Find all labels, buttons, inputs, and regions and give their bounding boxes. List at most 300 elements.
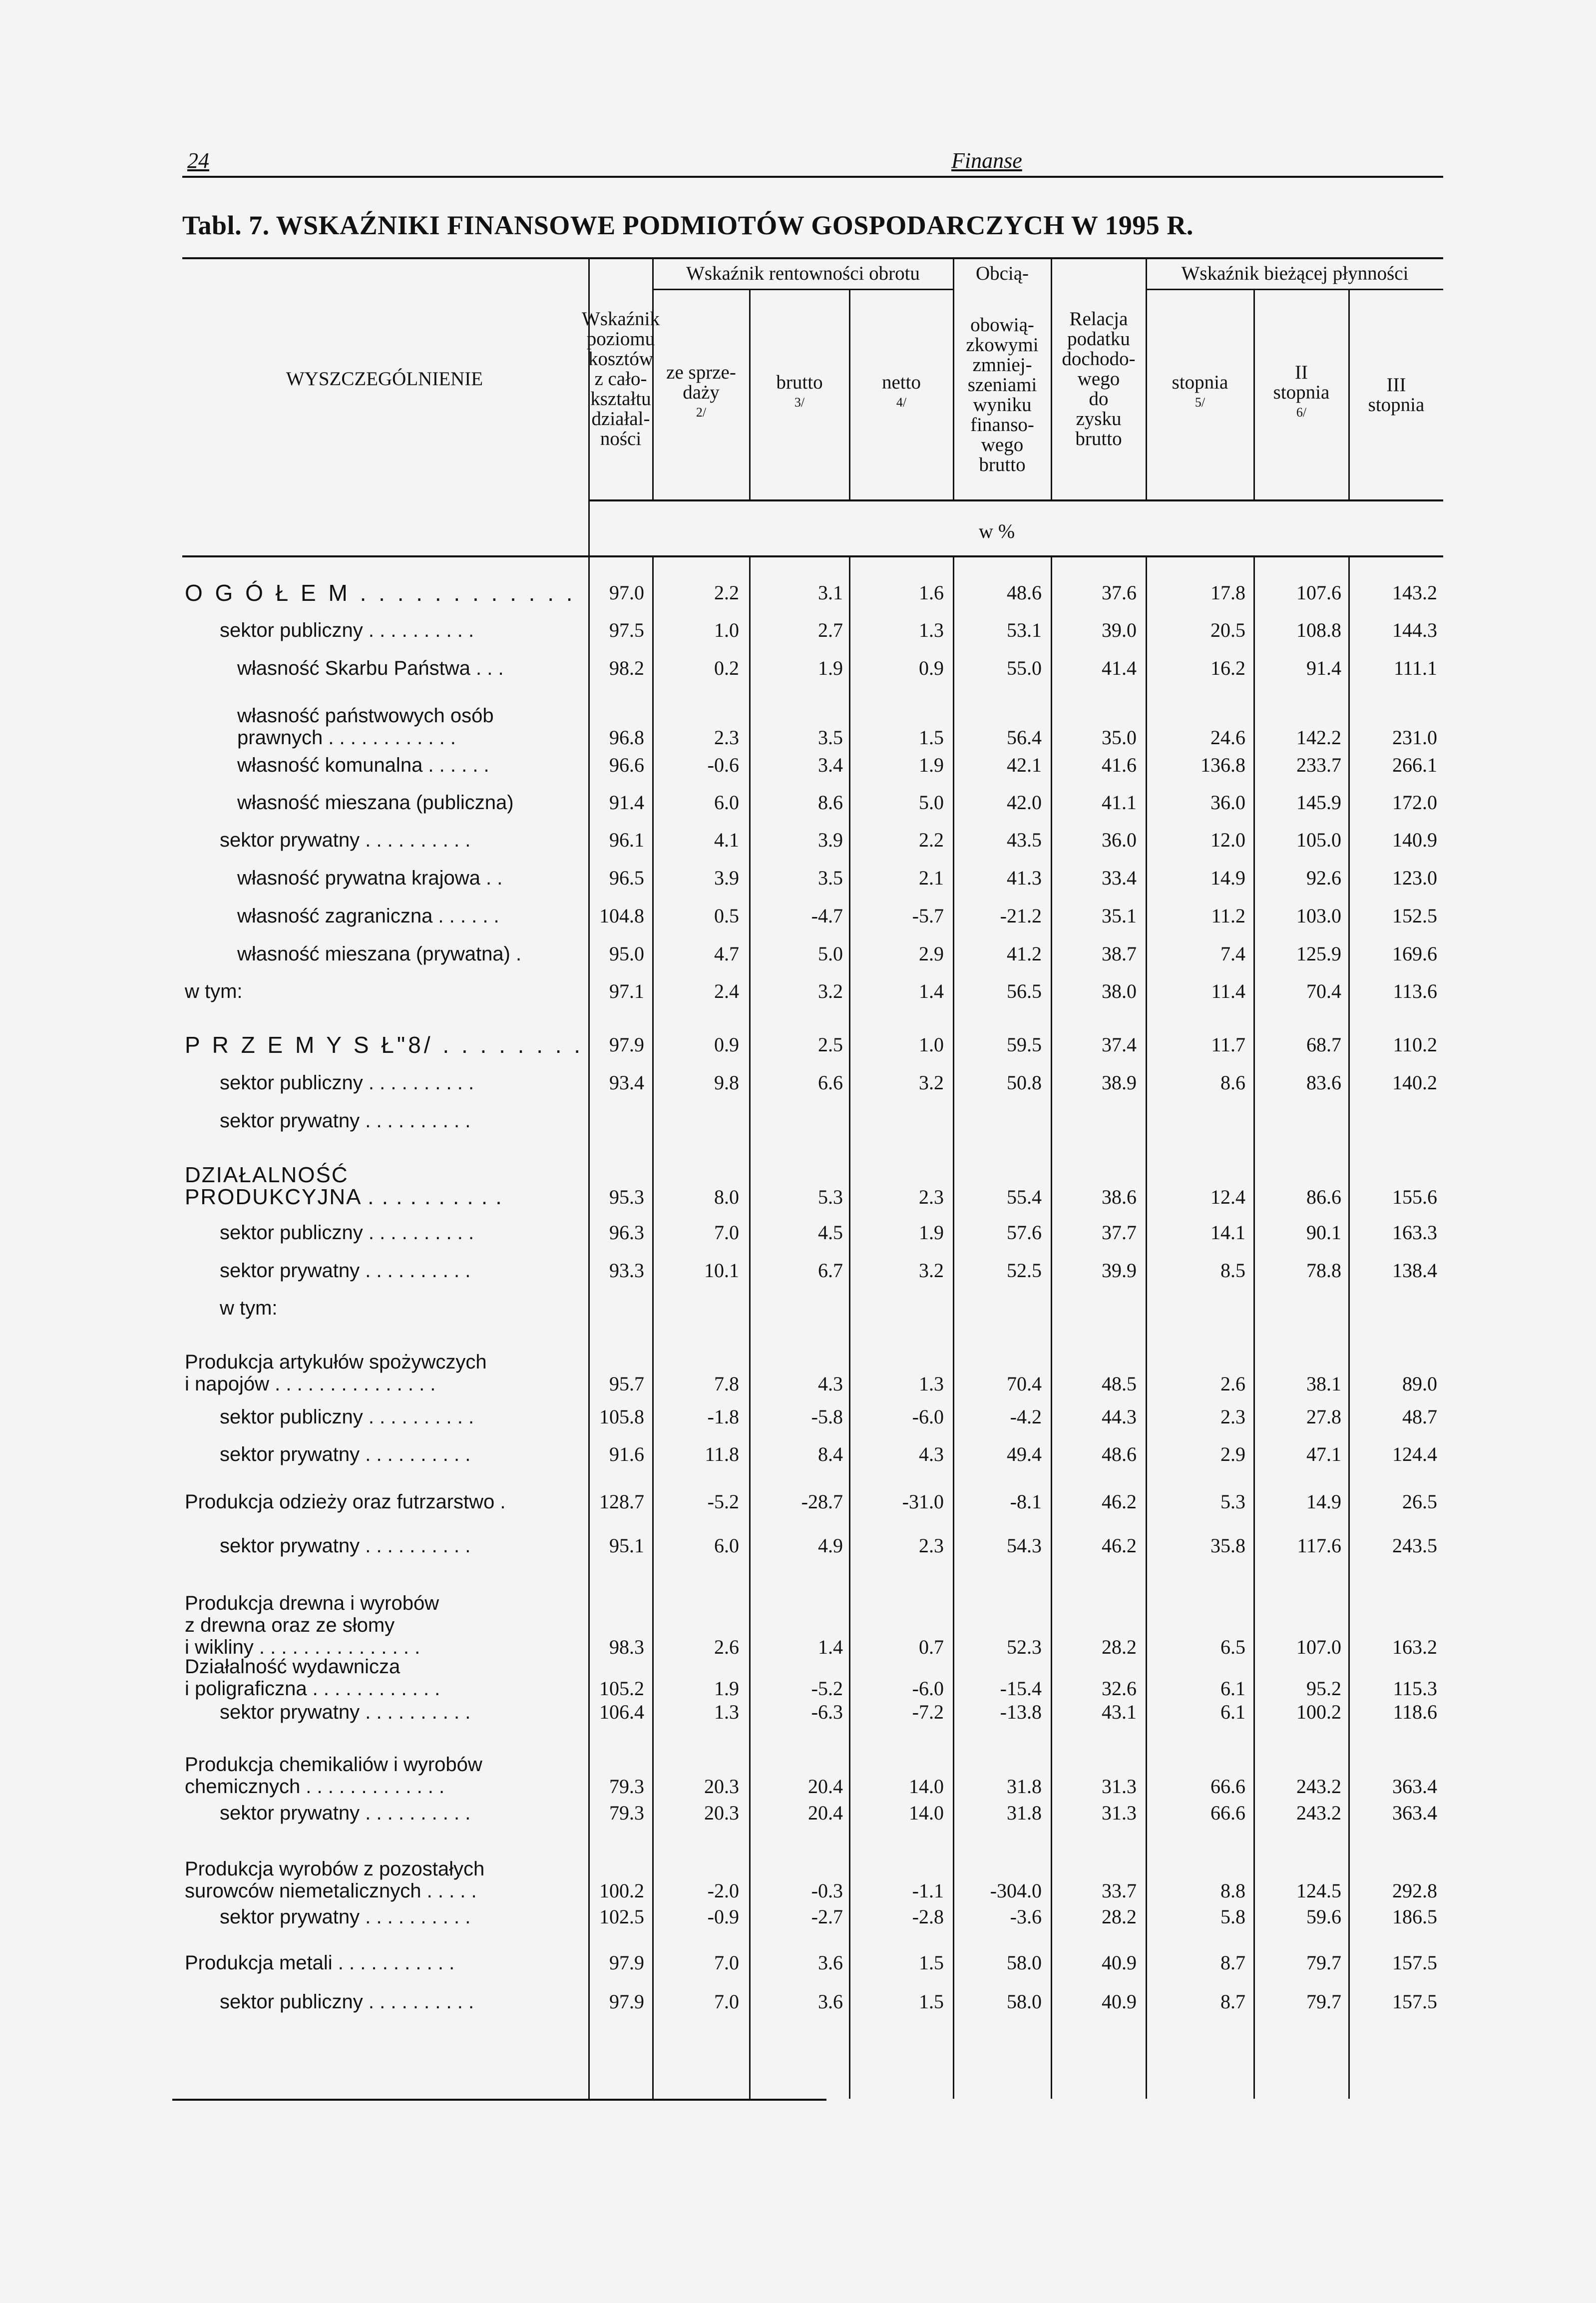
table-cell: 6.0 [714,791,739,814]
table-cell: 8.7 [1220,1990,1245,2013]
table-cell: 142.2 [1296,726,1341,749]
table-cell: 91.6 [609,1443,644,1465]
table-cell: 28.2 [1102,1905,1137,1928]
table-cell: 102.5 [599,1905,644,1928]
table-cell: 105.0 [1296,829,1341,851]
table-cell: 42.0 [1007,791,1042,814]
header-relation-line: do [1089,388,1109,410]
row-label: własność prywatna krajowa . . [237,867,503,889]
table-cell: 3.5 [818,867,843,889]
row-label: P R Z E M Y S Ł"8/ . . . . . . . . [185,1032,584,1058]
table-cell: 243.2 [1296,1802,1341,1824]
table-cell: 95.2 [1306,1677,1341,1700]
header-relation-line: dochodo- [1062,348,1136,370]
footnote-mark: 4/ [896,395,907,410]
table-cell: 2.3 [919,1186,944,1208]
table-cell: 2.1 [919,867,944,889]
table-cell: 11.4 [1211,980,1245,1002]
table-cell: 91.4 [1306,657,1341,679]
table-cell: 66.6 [1210,1775,1245,1798]
table-cell: 17.8 [1210,581,1245,604]
row-label: sektor publiczny . . . . . . . . . . [220,619,474,641]
table-cell: 3.9 [818,829,843,851]
table-cell: 55.4 [1007,1186,1042,1208]
row-label: Produkcja wyrobów z pozostałych surowców niemetalicznych . . . . . [185,1858,485,1902]
table-cell: 8.6 [1220,1071,1245,1094]
table-cell: 38.1 [1306,1373,1341,1395]
table-cell: -15.4 [1000,1677,1042,1700]
table-cell: 124.4 [1392,1443,1437,1465]
table-cell: 6.6 [818,1071,843,1094]
table-cell: 163.3 [1392,1221,1437,1244]
table-cell: 47.1 [1306,1443,1341,1465]
table-cell: 33.7 [1102,1879,1137,1902]
table-cell: 186.5 [1392,1905,1437,1928]
table-cell: 40.9 [1102,1990,1137,2013]
row-label: Produkcja metali . . . . . . . . . . . [185,1952,455,1974]
table-cell: 79.7 [1306,1951,1341,1974]
table-cell: 100.2 [1296,1701,1341,1723]
table-cell: 1.4 [818,1636,843,1658]
table-cell: -31.0 [902,1490,944,1513]
table-cell: -2.7 [811,1905,843,1928]
header-burden-line: zkowymi [966,334,1039,356]
table-cell: 124.5 [1296,1879,1341,1902]
table-cell: 0.7 [919,1636,944,1658]
header-sales-line: ze sprze- [666,362,736,383]
table-cell: 157.5 [1392,1990,1437,2013]
table-cell: 86.6 [1306,1186,1341,1208]
table-cell: 37.4 [1102,1033,1137,1056]
table-cell: 3.1 [818,581,843,604]
table-cell: 96.3 [609,1221,644,1244]
table-cell: 20.5 [1210,619,1245,641]
row-label: Działalność wydawnicza i poligraficzna . . . . . . . . . . . . [185,1656,440,1700]
table-cell: 97.5 [609,619,644,641]
table-cell: 7.0 [714,1990,739,2013]
row-label: własność mieszana (prywatna) . [237,943,522,965]
table-cell: 5.0 [919,791,944,814]
table-cell: 26.5 [1402,1490,1437,1513]
table-cell: 38.6 [1102,1186,1137,1208]
table-cell: 96.8 [609,726,644,749]
table-cell: 41.3 [1007,867,1042,889]
table-cell: 97.9 [609,1990,644,2013]
table-cell: 105.2 [599,1677,644,1700]
table-cell: 78.8 [1306,1259,1341,1282]
header-cost-level-line: poziomu [586,328,655,350]
table-cell: 43.5 [1007,829,1042,851]
table-cell: 2.3 [919,1534,944,1557]
header-liquidity-2-label: stopnia [1273,382,1330,403]
table-cell: 28.2 [1102,1636,1137,1658]
table-cell: 1.9 [919,1221,944,1244]
table-cell: 123.0 [1392,867,1437,889]
table-cell: 1.5 [919,1951,944,1974]
table-cell: 49.4 [1007,1443,1042,1465]
header-stub-text: WYSZCZEGÓLNIENIE [286,368,483,390]
table-cell: 7.0 [714,1951,739,1974]
header-burden-line: szeniami [967,374,1037,396]
header-cost-level-line: kształtu [590,388,651,410]
table-cell: 115.3 [1393,1677,1437,1700]
table-cell: 138.4 [1392,1259,1437,1282]
table-cell: 39.0 [1102,619,1137,641]
table-cell: 92.6 [1306,867,1341,889]
header-burden-line: brutto [979,454,1026,475]
header-cost-level-line: Wskaźnik [582,308,660,330]
footnote-mark: 2/ [696,405,707,420]
table-cell: -13.8 [1000,1701,1042,1723]
table-cell: 243.5 [1392,1534,1437,1557]
table-cell: 31.3 [1102,1802,1137,1824]
table-cell: 2.9 [1220,1443,1245,1465]
table-cell: 95.0 [609,942,644,965]
table-cell: 48.6 [1102,1443,1137,1465]
table-cell: 3.2 [919,1071,944,1094]
row-label: własność komunalna . . . . . . [237,754,489,776]
table-cell: 16.2 [1210,657,1245,679]
table-cell: 8.5 [1220,1259,1245,1282]
table-cell: 104.8 [599,905,644,927]
table-cell: 8.7 [1220,1951,1245,1974]
table-cell: -2.8 [912,1905,944,1928]
table-cell: 50.8 [1007,1071,1042,1094]
table-cell: 95.3 [609,1186,644,1208]
table-cell: 96.5 [609,867,644,889]
table-cell: 143.2 [1392,581,1437,604]
header-relation-line: Relacja [1069,308,1128,330]
table-cell: 66.6 [1210,1802,1245,1824]
table-cell: 233.7 [1296,754,1341,776]
table-cell: 243.2 [1296,1775,1341,1798]
header-burden-line: wego [981,434,1024,456]
table-cell: 79.3 [609,1802,644,1824]
table-cell: 38.7 [1102,942,1137,965]
table-cell: 37.6 [1102,581,1137,604]
table-cell: 48.6 [1007,581,1042,604]
table-cell: 6.0 [714,1534,739,1557]
table-cell: 93.4 [609,1071,644,1094]
row-label: O G Ó Ł E M . . . . . . . . . . . . [185,580,576,606]
table-cell: -0.9 [707,1905,739,1928]
table-cell: 70.4 [1306,980,1341,1002]
table-cell: 3.2 [818,980,843,1002]
table-cell: 89.0 [1402,1373,1437,1395]
table-cell: 100.2 [599,1879,644,1902]
table-cell: 140.9 [1392,829,1437,851]
table-cell: -6.3 [811,1701,843,1723]
row-label: własność Skarbu Państwa . . . [237,657,504,679]
table-cell: 2.2 [919,829,944,851]
table-cell: 2.6 [714,1636,739,1658]
table-cell: -5.2 [811,1677,843,1700]
table-cell: 39.9 [1102,1259,1137,1282]
row-label: sektor prywatny . . . . . . . . . . [220,1443,471,1465]
table-cell: 32.6 [1102,1677,1137,1700]
footnote-mark: 3/ [794,395,805,410]
table-cell: 5.0 [818,942,843,965]
table-cell: 6.1 [1220,1701,1245,1723]
unit-label: w % [979,520,1015,542]
row-label: sektor prywatny . . . . . . . . . . [220,1906,471,1928]
header-relation-line: wego [1077,368,1120,390]
table-cell: 172.0 [1392,791,1437,814]
table-cell: 5.3 [1220,1490,1245,1513]
table-cell: 42.1 [1007,754,1042,776]
table-cell: 97.1 [609,980,644,1002]
table-cell: 31.3 [1102,1775,1137,1798]
table-cell: 79.7 [1306,1990,1341,2013]
table-cell: 1.3 [919,1373,944,1395]
table-cell: 96.1 [609,829,644,851]
table-cell: 111.1 [1393,657,1437,679]
row-label: sektor publiczny . . . . . . . . . . [220,1222,474,1244]
header-sales-line-text: daży [683,382,720,403]
header-burden-line: finanso- [970,414,1034,436]
table-cell: -2.0 [707,1879,739,1902]
table-cell: 31.8 [1007,1775,1042,1798]
row-label: sektor prywatny . . . . . . . . . . [220,1701,471,1723]
table-cell: 3.9 [714,867,739,889]
table-cell: 128.7 [599,1490,644,1513]
table-cell: -8.1 [1010,1490,1042,1513]
table-cell: 20.3 [704,1802,739,1824]
row-label: sektor prywatny . . . . . . . . . . [220,1110,471,1132]
table-cell: -4.2 [1010,1405,1042,1428]
table-cell: 4.1 [714,829,739,851]
table-cell: 38.0 [1102,980,1137,1002]
table-cell: 2.3 [714,726,739,749]
table-cell: 0.9 [919,657,944,679]
header-burden-line: wyniku [973,394,1032,416]
table-cell: 125.9 [1296,942,1341,965]
header-liquidity-2-line: II [1295,362,1308,383]
table-cell: 3.5 [818,726,843,749]
table-cell: 4.7 [714,942,739,965]
table-cell: 59.5 [1007,1033,1042,1056]
table-cell: 7.4 [1220,942,1245,965]
table-cell: 363.4 [1392,1802,1437,1824]
table-cell: -1.8 [707,1405,739,1428]
table-cell: 144.3 [1392,619,1437,641]
table-cell: 3.6 [818,1990,843,2013]
table-cell: 1.9 [919,754,944,776]
table-cell: 136.8 [1200,754,1245,776]
table-cell: 41.2 [1007,942,1042,965]
table-cell: 53.1 [1007,619,1042,641]
table-cell: 58.0 [1007,1990,1042,2013]
header-profitability-text: Wskaźnik rentowności obrotu [686,263,920,284]
row-label: sektor prywatny . . . . . . . . . . [220,1260,471,1282]
table-cell: 1.4 [919,980,944,1002]
row-label: Produkcja artykułów spożywczych i napojów . . . . . . . . . . . . . . . [185,1351,487,1395]
table-cell: 14.0 [909,1802,944,1824]
section-title: Finanse [951,148,1022,173]
table-cell: 6.5 [1220,1636,1245,1658]
table-cell: 8.6 [818,791,843,814]
header-liquidity-3-line: III [1386,374,1406,396]
table-cell: 46.2 [1102,1534,1137,1557]
table-cell: 27.8 [1306,1405,1341,1428]
table-cell: 2.3 [1220,1405,1245,1428]
table-cell: 1.6 [919,581,944,604]
row-label: w tym: [185,980,243,1002]
table-cell: 58.0 [1007,1951,1042,1974]
table-cell: 3.6 [818,1951,843,1974]
table-cell: 1.3 [714,1701,739,1723]
table-cell: -21.2 [1000,905,1042,927]
row-label: własność państwowych osób prawnych . . . . . . . . . . . . [237,705,494,749]
table-cell: -5.7 [912,905,944,927]
table-cell: 44.3 [1102,1405,1137,1428]
table-cell: 8.4 [818,1443,843,1465]
table-cell: 59.6 [1306,1905,1341,1928]
table-cell: 6.7 [818,1259,843,1282]
header-cost-level-line: działal- [591,408,650,430]
table-cell: 48.5 [1102,1373,1137,1395]
row-label: sektor prywatny . . . . . . . . . . [220,1802,471,1824]
header-net-label: netto [882,372,921,393]
table-cell: 118.6 [1393,1701,1437,1723]
table-cell: 3.4 [818,754,843,776]
table-cell: 36.0 [1210,791,1245,814]
row-label: sektor publiczny . . . . . . . . . . [220,1991,474,2013]
table-cell: 292.8 [1392,1879,1437,1902]
row-label: Produkcja odzieży oraz futrzarstwo . [185,1491,506,1513]
table-cell: 14.1 [1210,1221,1245,1244]
table-cell: 363.4 [1392,1775,1437,1798]
table-cell: 35.8 [1210,1534,1245,1557]
table-cell: -6.0 [912,1677,944,1700]
table-cell: -3.6 [1010,1905,1042,1928]
table-cell: 2.2 [714,581,739,604]
table-cell: 6.1 [1220,1677,1245,1700]
table-cell: -4.7 [811,905,843,927]
table-cell: -5.8 [811,1405,843,1428]
table-cell: 93.3 [609,1259,644,1282]
table-cell: 108.8 [1296,619,1341,641]
table-cell: 117.6 [1297,1534,1341,1557]
table-cell: 20.4 [808,1775,843,1798]
table-cell: 1.9 [818,657,843,679]
table-cell: 20.3 [704,1775,739,1798]
table-cell: 14.9 [1306,1490,1341,1513]
table-cell: -6.0 [912,1405,944,1428]
row-label: sektor prywatny . . . . . . . . . . [220,829,471,851]
table-cell: 95.7 [609,1373,644,1395]
table-cell: 41.4 [1102,657,1137,679]
table-cell: 43.1 [1102,1701,1137,1723]
header-cost-level-line: ności [600,428,642,450]
row-label: własność mieszana (publiczna) [237,792,514,814]
table-cell: 20.4 [808,1802,843,1824]
header-relation-line: zysku [1076,408,1122,430]
table-cell: 11.7 [1211,1033,1245,1056]
table-title: Tabl. 7. WSKAŹNIKI FINANSOWE PODMIOTÓW GOSPODARCZYCH W 1995 R. [182,210,1194,240]
row-label: własność zagraniczna . . . . . . [237,905,499,927]
footnote-mark: 5/ [1195,395,1205,410]
table-cell: 11.2 [1211,905,1245,927]
table-cell: 24.6 [1210,726,1245,749]
table-cell: 163.2 [1392,1636,1437,1658]
table-cell: 46.2 [1102,1490,1137,1513]
table-cell: 169.6 [1392,942,1437,965]
table-cell: 107.0 [1296,1636,1341,1658]
row-label: Produkcja chemikaliów i wyrobów chemicznych . . . . . . . . . . . . . [185,1754,482,1798]
table-cell: 0.2 [714,657,739,679]
table-cell: 11.8 [705,1443,739,1465]
table-cell: 8.0 [714,1186,739,1208]
table-cell: 56.4 [1007,726,1042,749]
table-cell: 41.1 [1102,791,1137,814]
table-cell: 91.4 [609,791,644,814]
table-cell: 54.3 [1007,1534,1042,1557]
table-cell: 98.2 [609,657,644,679]
table-cell: 70.4 [1007,1373,1042,1395]
header-burden-line: zmniej- [972,354,1032,376]
footnote-mark: 6/ [1296,405,1307,420]
table-cell: 14.0 [909,1775,944,1798]
table-cell: 8.8 [1220,1879,1245,1902]
header-cost-level-line: z cało- [594,368,647,390]
table-cell: 231.0 [1392,726,1437,749]
table-cell: -0.3 [811,1879,843,1902]
header-relation-line: brutto [1075,428,1122,450]
header-cost-level-line: kosztów [588,348,653,370]
table-cell: 7.0 [714,1221,739,1244]
table-cell: 140.2 [1392,1071,1437,1094]
table-cell: 7.8 [714,1373,739,1395]
table-cell: 33.4 [1102,867,1137,889]
table-cell: 14.9 [1210,867,1245,889]
table-cell: 0.9 [714,1033,739,1056]
table-cell: -28.7 [801,1490,843,1513]
table-cell: 52.3 [1007,1636,1042,1658]
table-cell: 9.8 [714,1071,739,1094]
header-liquidity-text: Wskaźnik bieżącej płynności [1181,263,1409,284]
row-label: w tym: [220,1297,278,1319]
table-cell: 4.3 [919,1443,944,1465]
table-cell: 83.6 [1306,1071,1341,1094]
table-cell: 155.6 [1392,1186,1437,1208]
table-cell: 2.5 [818,1033,843,1056]
table-cell: 105.8 [599,1405,644,1428]
header-liquidity-1-label: stopnia [1172,372,1228,393]
table-cell: -1.1 [912,1879,944,1902]
table-cell: -304.0 [990,1879,1042,1902]
table-cell: 266.1 [1392,754,1437,776]
table-cell: 1.5 [919,726,944,749]
row-label: sektor publiczny . . . . . . . . . . [220,1072,474,1094]
table-cell: 106.4 [599,1701,644,1723]
table-cell: 12.4 [1210,1186,1245,1208]
table-cell: 2.6 [1220,1373,1245,1395]
table-cell: 36.0 [1102,829,1137,851]
table-cell: 3.2 [919,1259,944,1282]
table-cell: 2.4 [714,980,739,1002]
table-cell: 5.8 [1220,1905,1245,1928]
table-cell: 1.3 [919,619,944,641]
table-cell: 4.9 [818,1534,843,1557]
table-cell: 97.0 [609,581,644,604]
row-label: DZIAŁALNOŚĆ PRODUKCYJNA . . . . . . . . . . [185,1163,503,1209]
table-cell: 56.5 [1007,980,1042,1002]
table-cell: 57.6 [1007,1221,1042,1244]
table-cell: 107.6 [1296,581,1341,604]
table-cell: 12.0 [1210,829,1245,851]
table-cell: 2.9 [919,942,944,965]
